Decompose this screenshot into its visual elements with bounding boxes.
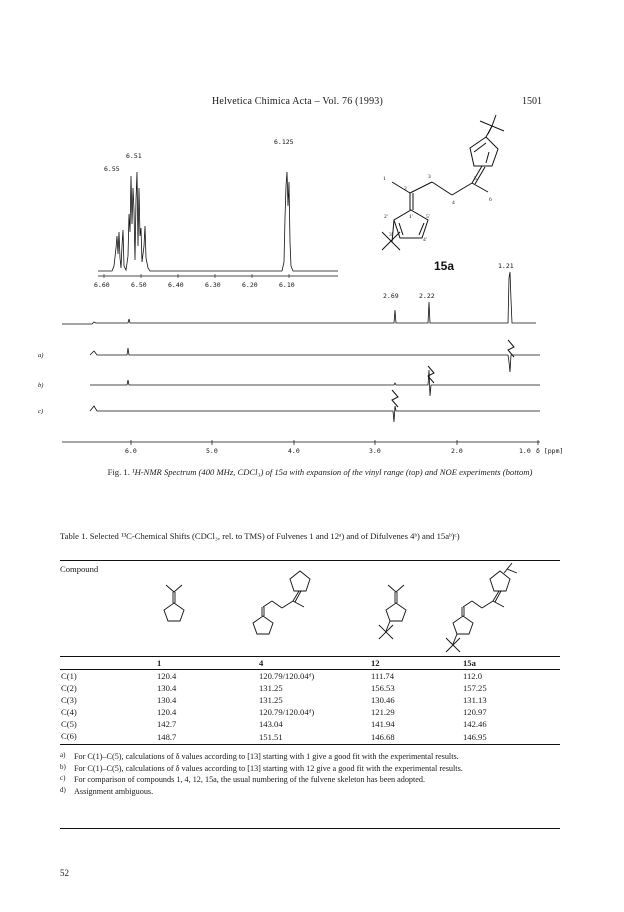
peak-label-6.125: 6.125	[274, 138, 294, 146]
atom-label: 3	[428, 174, 431, 180]
table-row: C(6) 148.7 151.51 146.68 146.95	[60, 730, 560, 745]
peak-label-6.55: 6.55	[104, 165, 120, 173]
ppm-tick: 1.0	[519, 447, 531, 455]
shifts-table	[60, 560, 560, 745]
running-title: Helvetica Chimica Acta – Vol. 76 (1993)	[212, 96, 384, 107]
exp-tick-label: 6.40	[168, 281, 184, 289]
exp-tick-label: 6.10	[279, 281, 295, 289]
table-caption: Table 1. Selected ¹³C-Chemical Shifts (CDCl₃, rel. to TMS) of Fulvenes 1 and 12ᵃ) and of Difulvenes 4ᵇ) and 15aᵇ)ᶜ)	[60, 531, 460, 541]
table-row: C(3) 130.4 131.25 130.46 131.13	[61, 695, 487, 705]
main-spectrum	[62, 272, 536, 324]
caption-text: ¹H-NMR Spectrum (400 MHz, CDCl₃) of 15a with expansion of the vinyl range (top) and NOE experiments (bottom)	[132, 467, 533, 477]
atom-label: 4'	[423, 237, 427, 243]
peak-label-6.51: 6.51	[126, 152, 142, 160]
compound-label-15a: 15a	[434, 259, 455, 273]
atom-label: 3'	[389, 232, 393, 238]
figure-caption	[60, 467, 580, 478]
table-row: C(4) 120.4 120.79/120.04ᵈ) 121.29 120.97	[61, 707, 487, 717]
main-axis	[62, 440, 540, 445]
caption-fig-label: Fig. 1.	[107, 467, 130, 477]
table-structures	[60, 561, 560, 656]
trace-label-a: a)	[38, 352, 44, 359]
compound-4: 4	[259, 658, 264, 668]
ppm-tick: 3.0	[369, 447, 381, 455]
ppm-tick: 5.0	[206, 447, 218, 455]
exp-tick-label: 6.60	[94, 281, 110, 289]
ppm-unit: δ [ppm]	[536, 447, 564, 455]
atom-label: 2	[404, 186, 407, 192]
trace-label-b: b)	[38, 382, 44, 389]
ppm-tick: 6.0	[125, 447, 137, 455]
exp-tick-label: 6.50	[131, 281, 147, 289]
trace-label-c: c)	[38, 408, 44, 415]
compound-12: 12	[371, 658, 380, 668]
atom-label: 5'	[426, 214, 430, 220]
compound-15a: 15a	[463, 658, 476, 668]
atom-label: 1'	[409, 214, 413, 220]
exp-tick-label: 6.30	[205, 281, 221, 289]
footer-number: 52	[60, 868, 69, 878]
compound-header: Compound	[60, 564, 99, 574]
peak-label-1.21: 1.21	[498, 262, 514, 270]
footnote: d) Assignment ambiguous.	[60, 785, 154, 796]
table-row: C(2) 130.4 131.25 156.53 157.25	[61, 683, 487, 693]
atom-label: 5	[474, 176, 477, 182]
atom-label: 4	[452, 200, 455, 206]
footnote: a) For C(1)–C(5), calculations of δ values according to [13] starting with 1 give a good fit with the experimental results.	[60, 751, 459, 761]
noe-traces	[90, 340, 540, 422]
peak-label-2.69: 2.69	[383, 292, 399, 300]
structure-15a	[382, 115, 504, 250]
expansion-spectrum	[98, 172, 338, 276]
table-row: C(5) 142.7 143.04 141.94 142.46	[61, 719, 487, 729]
peak-label-2.22: 2.22	[419, 292, 435, 300]
compound-1: 1	[157, 658, 162, 668]
table-footnotes	[60, 752, 560, 798]
atom-label: 2'	[384, 214, 388, 220]
ppm-tick: 4.0	[288, 447, 300, 455]
footnote: b) For C(1)–C(5), calculations of δ values according to [13] starting with 12 give a good fit with the experimental results.	[60, 762, 463, 773]
table-row: C(1) 120.4 120.79/120.04ᵈ) 111.74 112.0	[61, 671, 483, 681]
exp-tick-label: 6.20	[242, 281, 258, 289]
ppm-tick: 2.0	[451, 447, 463, 455]
footnote: c) For comparison of compounds 1, 4, 12, 15a, the usual numbering of the fulvene skeleton has been adopted.	[60, 774, 426, 785]
page-number: 1501	[522, 96, 542, 107]
atom-label: 6	[489, 197, 492, 203]
atom-label: 1	[383, 176, 386, 182]
footnote-rule	[60, 828, 560, 829]
